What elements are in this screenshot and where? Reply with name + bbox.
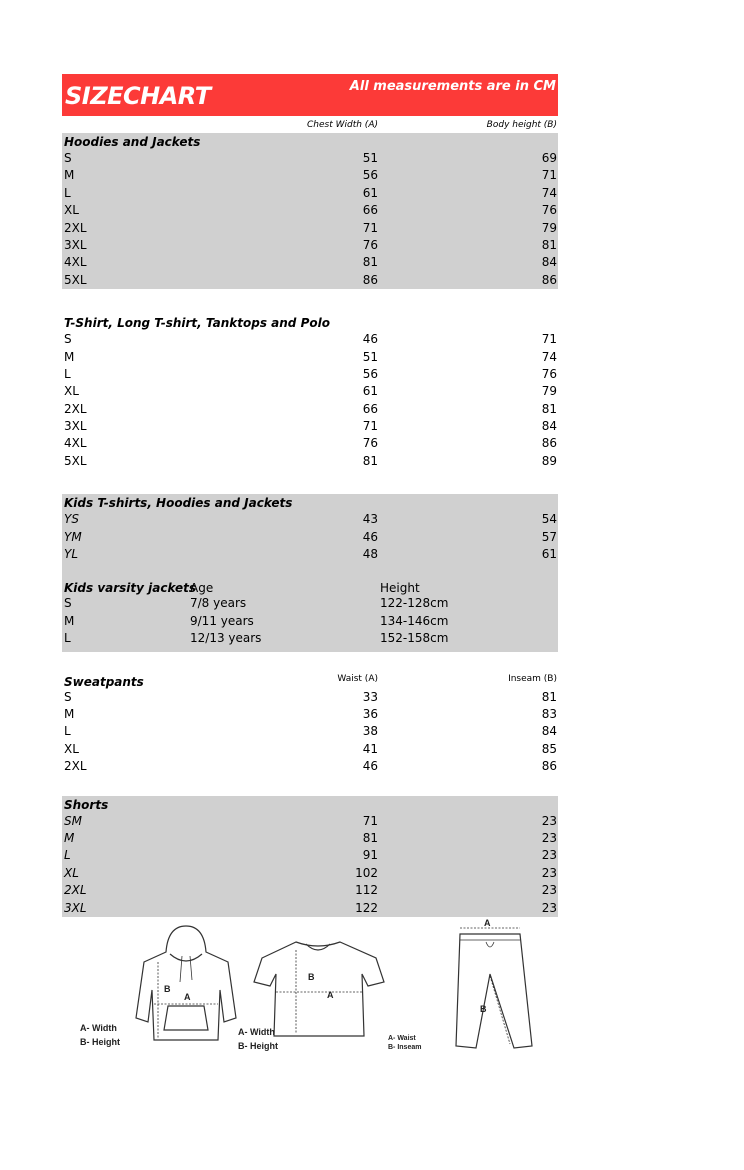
measure-a-cell: 56 [362,366,378,381]
size-cell: L [64,366,71,381]
table-row [62,865,558,882]
table-row [62,349,558,366]
col-inseam: Inseam (B) [508,673,557,684]
measure-a-cell: 71 [362,419,378,434]
measure-b-cell: 81 [541,237,557,252]
measure-b-cell: 76 [541,366,557,381]
table-row [62,546,558,563]
table-row [62,706,558,723]
size-cell: 3XL [64,237,87,252]
tshirt-illustration [254,942,384,1036]
table-row [62,185,558,202]
age-cell: 9/11 years [190,613,254,628]
size-cell: SM [64,813,82,828]
measure-b-cell: 81 [541,689,557,704]
size-cell: 2XL [64,759,87,774]
table-row [62,689,558,706]
measurement-illustrations [78,918,548,1058]
size-chart [62,74,558,917]
size-cell: YM [64,529,82,544]
height-cell: 152-158cm [380,631,449,646]
table-row [62,150,558,167]
table-row [62,453,558,470]
measure-a-cell: 38 [362,724,378,739]
size-cell: M [64,168,75,183]
measure-a-cell: 61 [362,384,378,399]
measure-a-cell: 112 [355,883,378,898]
measure-a-cell: 46 [362,332,378,347]
hoodie-legend-a: A- Width [80,1023,117,1033]
section-title: Shorts [64,797,109,812]
table-row [62,529,558,546]
measure-b-cell: 86 [541,436,557,451]
varsity-title: Kids varsity jackets [64,581,197,596]
measure-a-cell: 61 [362,185,378,200]
units-note: All measurements are in CM [349,79,556,94]
measure-b-cell: 54 [541,512,557,527]
measure-a-cell: 43 [362,512,378,527]
size-cell: M [64,349,75,364]
measure-a-cell: 122 [355,900,378,915]
measure-b-cell: 86 [541,272,557,287]
size-cell: S [64,689,72,704]
section-title: Kids T-shirts, Hoodies and Jackets [64,496,293,511]
age-cell: 7/8 years [190,596,247,611]
measure-a-cell: 48 [362,547,378,562]
size-cell: M [64,830,75,845]
size-rows [62,511,558,563]
measure-b-cell: 23 [541,848,557,863]
chart-title: SIZECHART [65,82,211,110]
pants-mark-a: A [484,918,491,928]
measure-b-cell: 84 [541,255,557,270]
measure-b-cell: 74 [541,185,557,200]
hoodie-mark-a: A [184,992,191,1002]
table-row [62,254,558,271]
measure-b-cell: 79 [541,220,557,235]
measure-a-cell: 46 [362,759,378,774]
table-row [62,613,558,630]
measure-a-cell: 81 [362,830,378,845]
kids-section [62,494,558,651]
pants-legend-b: B- Inseam [388,1044,422,1051]
measure-a-cell: 51 [362,349,378,364]
size-cell: XL [64,203,79,218]
table-row [62,418,558,435]
measure-b-cell: 61 [541,547,557,562]
size-cell: L [64,724,71,739]
measure-b-cell: 23 [541,883,557,898]
table-row [62,435,558,452]
height-cell: 122-128cm [380,596,449,611]
size-cell: M [64,706,75,721]
varsity-rows [62,595,558,647]
table-row [62,595,558,612]
measure-a-cell: 33 [362,689,378,704]
size-cell: S [64,332,72,347]
measure-a-cell: 102 [355,865,378,880]
measure-b-cell: 84 [541,724,557,739]
table-row [62,383,558,400]
measure-a-cell: 51 [362,151,378,165]
measure-b-cell: 71 [541,168,557,183]
measure-b-cell: 69 [541,151,557,165]
measure-a-cell: 41 [362,741,378,756]
tshirt-mark-b: B [308,972,315,982]
table-row [62,758,558,775]
measure-a-cell: 81 [362,255,378,270]
size-cell: 2XL [64,883,87,898]
size-cell: YL [64,547,79,562]
size-cell: 5XL [64,272,87,287]
size-rows [62,150,558,289]
size-rows [62,689,558,776]
section-title: T-Shirt, Long T-shirt, Tanktops and Polo [64,316,330,331]
table-row [62,882,558,899]
measure-b-cell: 74 [541,349,557,364]
measure-a-cell: 36 [362,706,378,721]
table-row [62,511,558,528]
size-cell: 3XL [64,419,87,434]
measure-b-cell: 23 [541,813,557,828]
tshirt-legend-a: A- Width [238,1027,275,1037]
age-cell: 12/13 years [190,631,262,646]
measure-a-cell: 66 [362,401,378,416]
table-row [62,741,558,758]
size-cell: 5XL [64,453,87,468]
size-cell: M [64,613,75,628]
size-cell: S [64,596,72,611]
size-rows [62,331,558,470]
measure-b-cell: 89 [541,453,557,468]
hoodies-section [62,133,558,289]
pants-legend-a: A- Waist [388,1035,416,1042]
table-row [62,366,558,383]
measure-b-cell: 76 [541,203,557,218]
table-row [62,202,558,219]
table-row [62,630,558,647]
table-row [62,723,558,740]
measure-b-cell: 85 [541,741,557,756]
table-row [62,401,558,418]
tshirts-section [62,314,558,470]
size-cell: 4XL [64,436,87,451]
size-cell: L [64,848,71,863]
measure-b-cell: 83 [541,706,557,721]
table-row [62,220,558,237]
col-chest-width: Chest Width (A) [307,120,378,130]
measure-b-cell: 23 [541,865,557,880]
measure-b-cell: 84 [541,419,557,434]
hoodie-mark-b: B [164,984,171,994]
measure-a-cell: 66 [362,203,378,218]
size-cell: XL [64,865,79,880]
measure-b-cell: 71 [541,332,557,347]
pants-illustration [456,928,532,1048]
size-cell: 3XL [64,900,87,915]
column-headers [62,116,558,133]
section-title: Hoodies and Jackets [64,135,201,149]
table-row [62,847,558,864]
size-rows [62,813,558,917]
varsity-height-label: Height [380,581,420,596]
sweatpants-section [62,673,558,776]
tshirt-mark-a: A [327,990,334,1000]
measure-a-cell: 71 [362,220,378,235]
size-cell: 2XL [64,220,87,235]
varsity-header [62,581,558,595]
measure-a-cell: 76 [362,237,378,252]
title-bar [62,74,558,116]
measure-a-cell: 46 [362,529,378,544]
table-row [62,830,558,847]
table-row [62,900,558,917]
tshirt-legend-b: B- Height [238,1041,278,1051]
size-cell: L [64,185,71,200]
size-cell: 4XL [64,255,87,270]
measure-a-cell: 86 [362,272,378,287]
col-body-height: Body height (B) [486,120,557,130]
measure-a-cell: 91 [362,848,378,863]
height-cell: 134-146cm [380,613,449,628]
measure-b-cell: 23 [541,830,557,845]
hoodie-legend-b: B- Height [80,1037,120,1047]
size-cell: YS [64,512,79,527]
pants-mark-b: B [480,1004,487,1014]
table-row [62,167,558,184]
measure-a-cell: 81 [362,453,378,468]
measure-b-cell: 86 [541,759,557,774]
measure-b-cell: 81 [541,401,557,416]
size-cell: S [64,151,72,165]
section-title: Sweatpants [64,674,144,689]
measure-a-cell: 56 [362,168,378,183]
varsity-age-label: Age [190,581,214,596]
size-cell: L [64,631,71,646]
size-cell: 2XL [64,401,87,416]
measure-b-cell: 79 [541,384,557,399]
measure-b-cell: 57 [541,529,557,544]
table-row [62,272,558,289]
measure-a-cell: 71 [362,813,378,828]
size-cell: XL [64,384,79,399]
measure-b-cell: 23 [541,900,557,915]
measure-a-cell: 76 [362,436,378,451]
col-waist: Waist (A) [337,673,378,684]
hoodie-illustration [136,926,236,1040]
size-cell: XL [64,741,79,756]
table-row [62,813,558,830]
sweatpants-header [62,673,558,689]
table-row [62,331,558,348]
shorts-section [62,796,558,917]
table-row [62,237,558,254]
